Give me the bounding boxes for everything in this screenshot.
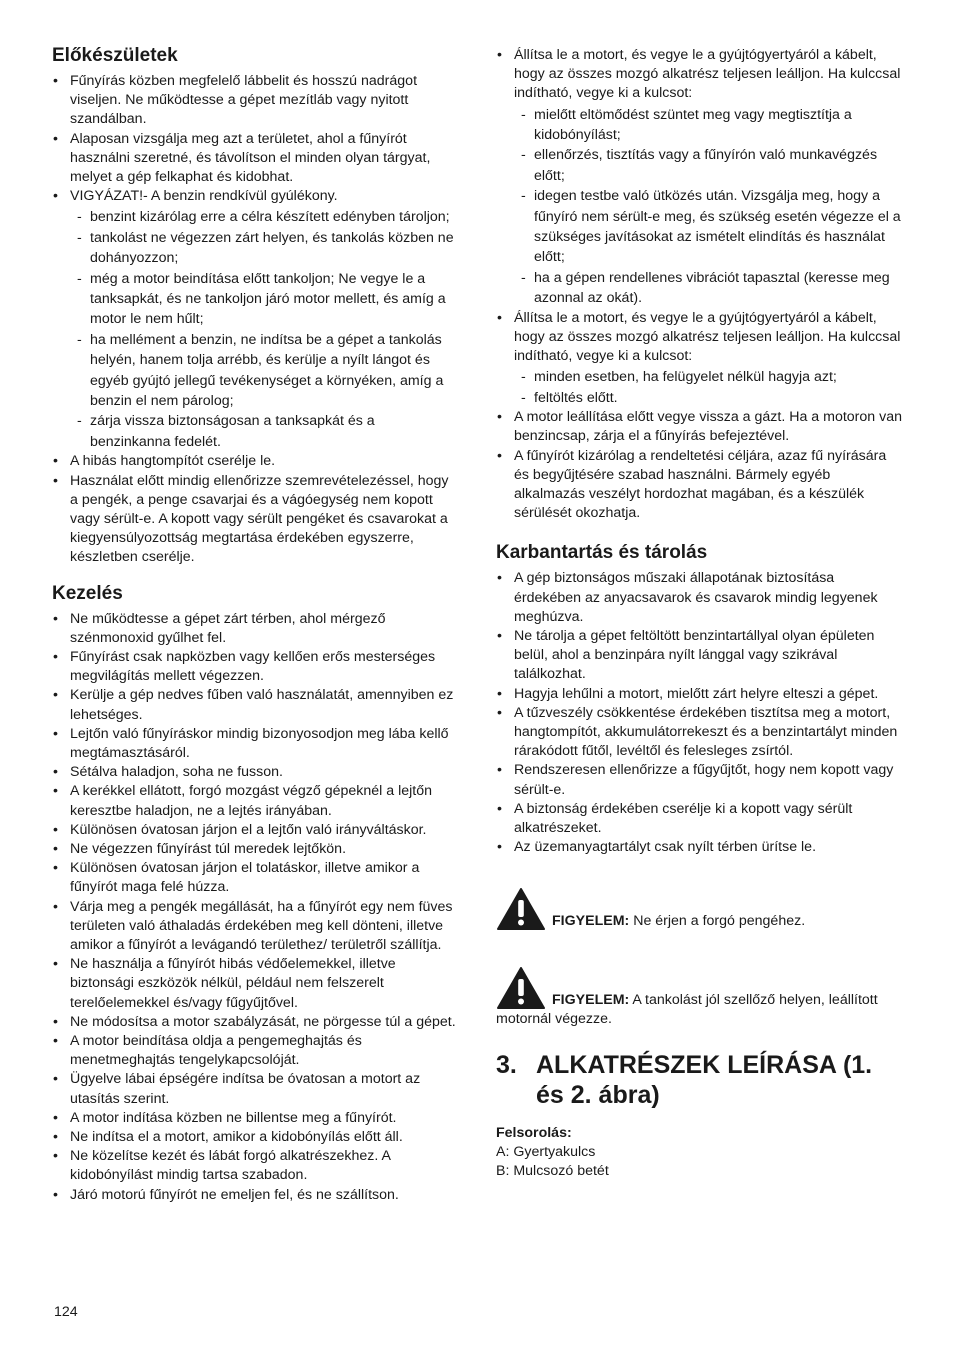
page-number: 124: [54, 1304, 78, 1320]
sub-list-item: - mielőtt eltömődést szüntet meg vagy megtisztítja a kidobónyílást;: [514, 105, 904, 146]
warning-label: FIGYELEM:: [552, 913, 630, 930]
list-item: • Kerülje a gép nedves fűben való használatát, amennyiben ez lehetséges.: [52, 686, 457, 724]
warning-label: FIGYELEM:: [552, 992, 630, 1009]
section-heading-preparation: Előkészületek: [52, 45, 178, 66]
operation-list: [52, 610, 457, 1205]
sub-list-item: - minden esetben, ha felügyelet nélkül hagyja azt;: [514, 367, 904, 387]
warning-triangle-icon: [496, 887, 546, 931]
sub-list-item: - tankolást ne végezzen zárt helyen, és tankolás közben ne dohányozzon;: [70, 228, 457, 269]
list-item: • Ne közelítse kezét és lábát forgó alkatrészekhez. A kidobónyílást mindig tartsa szabadon.: [52, 1147, 457, 1185]
sub-list-item: - még a motor beindítása előtt tankoljon; Ne vegye le a tanksapkát, és ne tankoljon járó motor mellett, és amíg a motor le nem hűlt;: [70, 269, 457, 330]
list-item: • Ne módosítsa a motor szabályzását, ne pörgesse túl a gépet.: [52, 1013, 457, 1032]
list-item: • Sétálva haladjon, soha ne fusson.: [52, 763, 457, 782]
list-item: • Lejtőn való fűnyíráskor mindig bizonyosodjon meg lába kellő megtámasztásáról.: [52, 725, 457, 763]
warning-text: A tankolást jól szellőző helyen, leállított motornál végezze.: [496, 992, 878, 1028]
list-item: • A hibás hangtompítót cserélje le.: [52, 452, 457, 471]
list-item: • Ne működtesse a gépet zárt térben, ahol mérgező szénmonoxid gyűlhet fel.: [52, 610, 457, 648]
sub-list-item: - ha a gépen rendellenes vibrációt tapasztal (keresse meg azonnal az okát).: [514, 268, 904, 309]
parts-list-title: Felsorolás:: [496, 1124, 572, 1141]
list-item: • Ne tárolja a gépet feltöltött benzintartállyal olyan épületen belül, ahol a benzinpára nyílt lánggal vagy szikrával találkozhat.: [496, 627, 904, 685]
list-item: • A gép biztonságos műszaki állapotának biztosítása érdekében az anyacsavarok és csavarok mindig legyenek meghúzva.: [496, 569, 904, 627]
list-item: • Alaposan vizsgálja meg azt a területet, ahol a fűnyírót használni szeretné, és távolítson el minden olyan tárgyat, melyet a gép felkaphat és kidobhat.: [52, 130, 457, 188]
list-item: • Állítsa le a motort, és vegye le a gyújtógyertyáról a kábelt, hogy az összes mozgó alkatrész teljesen leálljon. Ha kulccsal indítható, vegye ki a kulcsot: - mielőtt eltömődést szüntet meg vagy megtisztítja a kidobónyílást; - ellenőrzés, tisztítás vagy a fűnyírón való munkavégzés előtt; - idegen testbe való ütközés után. Vizsgálja meg, hogy a fűnyíró nem sérült-e meg, és szükség esetén végezze el a szükséges javításokat az ismételt elindítás és használat előtt; - ha a gépen rendellenes vibrációt tapasztal (keresse meg azonnal az okát).: [496, 46, 904, 309]
list-item: • Várja meg a pengék megállását, ha a fűnyírót egy nem füves területen való áthaladás érdekében meg kell dönteni, illetve amikor a fűnyírót a levágandó területhez/ területről szállítja.: [52, 898, 457, 956]
right-column: [496, 46, 904, 1181]
section-heading-maintenance: Karbantartás és tárolás: [496, 542, 708, 564]
warning-refuel: [496, 966, 904, 1029]
section-heading-operation: Kezelés: [52, 582, 123, 604]
list-item: • A biztonság érdekében cserélje ki a kopott vagy sérült alkatrészeket.: [496, 800, 904, 838]
list-item: • Ne indítsa el a motort, amikor a kidobónyílás előtt áll.: [52, 1128, 457, 1147]
sub-list-item: - zárja vissza biztonságosan a tanksapkát és a benzinkanna fedelét.: [70, 411, 457, 452]
list-item: • Ne végezzen fűnyírást túl meredek lejtőkön.: [52, 840, 457, 859]
sub-list-item: - ellenőrzés, tisztítás vagy a fűnyírón való munkavégzés előtt;: [514, 145, 904, 186]
chapter-number: 3.: [496, 1050, 517, 1079]
list-item: • Járó motorú fűnyírót ne emeljen fel, és ne szállítson.: [52, 1186, 457, 1205]
list-item: • Fűnyírást csak napközben vagy kellően erős mesterséges megvilágítás mellett végezzen.: [52, 648, 457, 686]
list-item: • Fűnyírás közben megfelelő lábbelit és hosszú nadrágot viseljen. Ne működtesse a gépet mezítláb vagy nyitott szandálban.: [52, 72, 457, 130]
list-item: • A motor leállítása előtt vegye vissza a gázt. Ha a motoron van benzincsap, zárja el a fűnyírás befejeztével.: [496, 408, 904, 446]
list-item: • A fűnyírót kizárólag a rendeltetési céljára, azaz fű nyírására és begyűjtésére szabad használni. Bármely egyéb alkalmazás veszélyt hordozhat magában, és a készülék sérülését okozhatja.: [496, 447, 904, 524]
list-item: • VIGYÁZAT!- A benzin rendkívül gyúlékony. - benzint kizárólag erre a célra készített edényben tároljon; - tankolást ne végezzen zárt helyen, és tankolás közben ne dohányozzon; - még a motor beindítása előtt tankoljon; Ne vegye le a tanksapkát, és ne tankoljon járó motor mellett, és amíg a motor le nem hűlt; - ha mellément a benzin, ne indítsa be a gépet a tankolás helyén, hanem tolja arrébb, és kerülje a nyílt lángot és egyéb gyújtó jellegű tevékenységet a környéken, amíg a benzin el nem párolog; - zárja vissza biztonságosan a tanksapkát és a benzinkanna fedelét.: [52, 187, 457, 452]
left-column: [52, 44, 457, 1205]
list-item: • Különösen óvatosan járjon el tolatáskor, illetve amikor a fűnyírót maga felé húzza.: [52, 859, 457, 897]
list-item: • A motor beindítása oldja a pengemeghajtás és menetmeghajtás tengelykapcsolóját.: [52, 1032, 457, 1070]
list-item: • A tűzveszély csökkentése érdekében tisztítsa meg a motort, hangtompítót, akkumulátorrekeszt és a benzintartályt minden rárakódott fűtől, levéltől és felesleges zsírtól.: [496, 704, 904, 762]
preparation-list: [52, 72, 457, 568]
sub-list: [514, 105, 904, 309]
sub-list-item: - ha mellément a benzin, ne indítsa be a gépet a tankolás helyén, hanem tolja arrébb, és kerülje a nyílt lángot és egyéb gyújtó jellegű tevékenységet a környéken, amíg a benzin el nem párolog;: [70, 330, 457, 412]
sub-list: [70, 207, 457, 452]
sub-list: [514, 367, 904, 408]
sub-list-item: - feltöltés előtt.: [514, 388, 904, 408]
list-item: • A kerékkel ellátott, forgó mozgást végző gépeknél a lejtőn keresztbe haladjon, ne a lejtés irányában.: [52, 782, 457, 820]
sub-list-item: - benzint kizárólag erre a célra készített edényben tároljon;: [70, 207, 457, 227]
parts-item: B: Mulcsozó betét: [496, 1162, 609, 1179]
chapter-title: ALKATRÉSZEK LEÍRÁSA (1. és 2. ábra): [536, 1050, 873, 1109]
chapter-heading: [496, 1050, 904, 1110]
list-item: • Ne használja a fűnyírót hibás védőelemekkel, illetve biztonsági eszközök nélkül, például nem felszerelt terelőelemekkel és/vagy fűgyűjtővel.: [52, 955, 457, 1013]
warning-text: Ne érjen a forgó pengéhez.: [629, 913, 806, 930]
list-item: • Ügyelve lábai épségére indítsa be óvatosan a motort az utasítás szerint.: [52, 1070, 457, 1108]
warning-blade: [496, 887, 904, 931]
list-item: • Állítsa le a motort, és vegye le a gyújtógyertyáról a kábelt, hogy az összes mozgó alkatrész teljesen leálljon. Ha kulccsal indítható, vegye ki a kulcsot: - minden esetben, ha felügyelet nélkül hagyja azt; - feltöltés előtt.: [496, 309, 904, 408]
list-item: • Különösen óvatosan járjon el a lejtőn való irányváltáskor.: [52, 821, 457, 840]
sub-list-item: - idegen testbe való ütközés után. Vizsgálja meg, hogy a fűnyíró nem sérült-e meg, és szükség esetén végezze el a szükséges javításokat az ismételt elindítás és használat előtt;: [514, 186, 904, 268]
stop-motor-list: [496, 46, 904, 523]
warning-triangle-icon: [496, 966, 546, 1010]
list-item: • Rendszeresen ellenőrizze a fűgyűjtőt, hogy nem kopott vagy sérült-e.: [496, 761, 904, 799]
list-item: • Az üzemanyagtartályt csak nyílt térben ürítse le.: [496, 838, 904, 857]
list-item: • Hagyja lehűlni a motort, mielőtt zárt helyre elteszi a gépet.: [496, 685, 904, 704]
list-item: • Használat előtt mindig ellenőrizze szemrevételezéssel, hogy a pengék, a penge csavarjai és a vágóegység nem kopott vagy sérült-e. A kopott vagy sérült pengéket és csavarokat a kiegyensúlyozottság megtartása érdekében egyszerre, készletben cserélje.: [52, 472, 457, 568]
maintenance-list: [496, 569, 904, 857]
list-item: • A motor indítása közben ne billentse meg a fűnyírót.: [52, 1109, 457, 1128]
parts-item: A: Gyertyakulcs: [496, 1143, 596, 1160]
